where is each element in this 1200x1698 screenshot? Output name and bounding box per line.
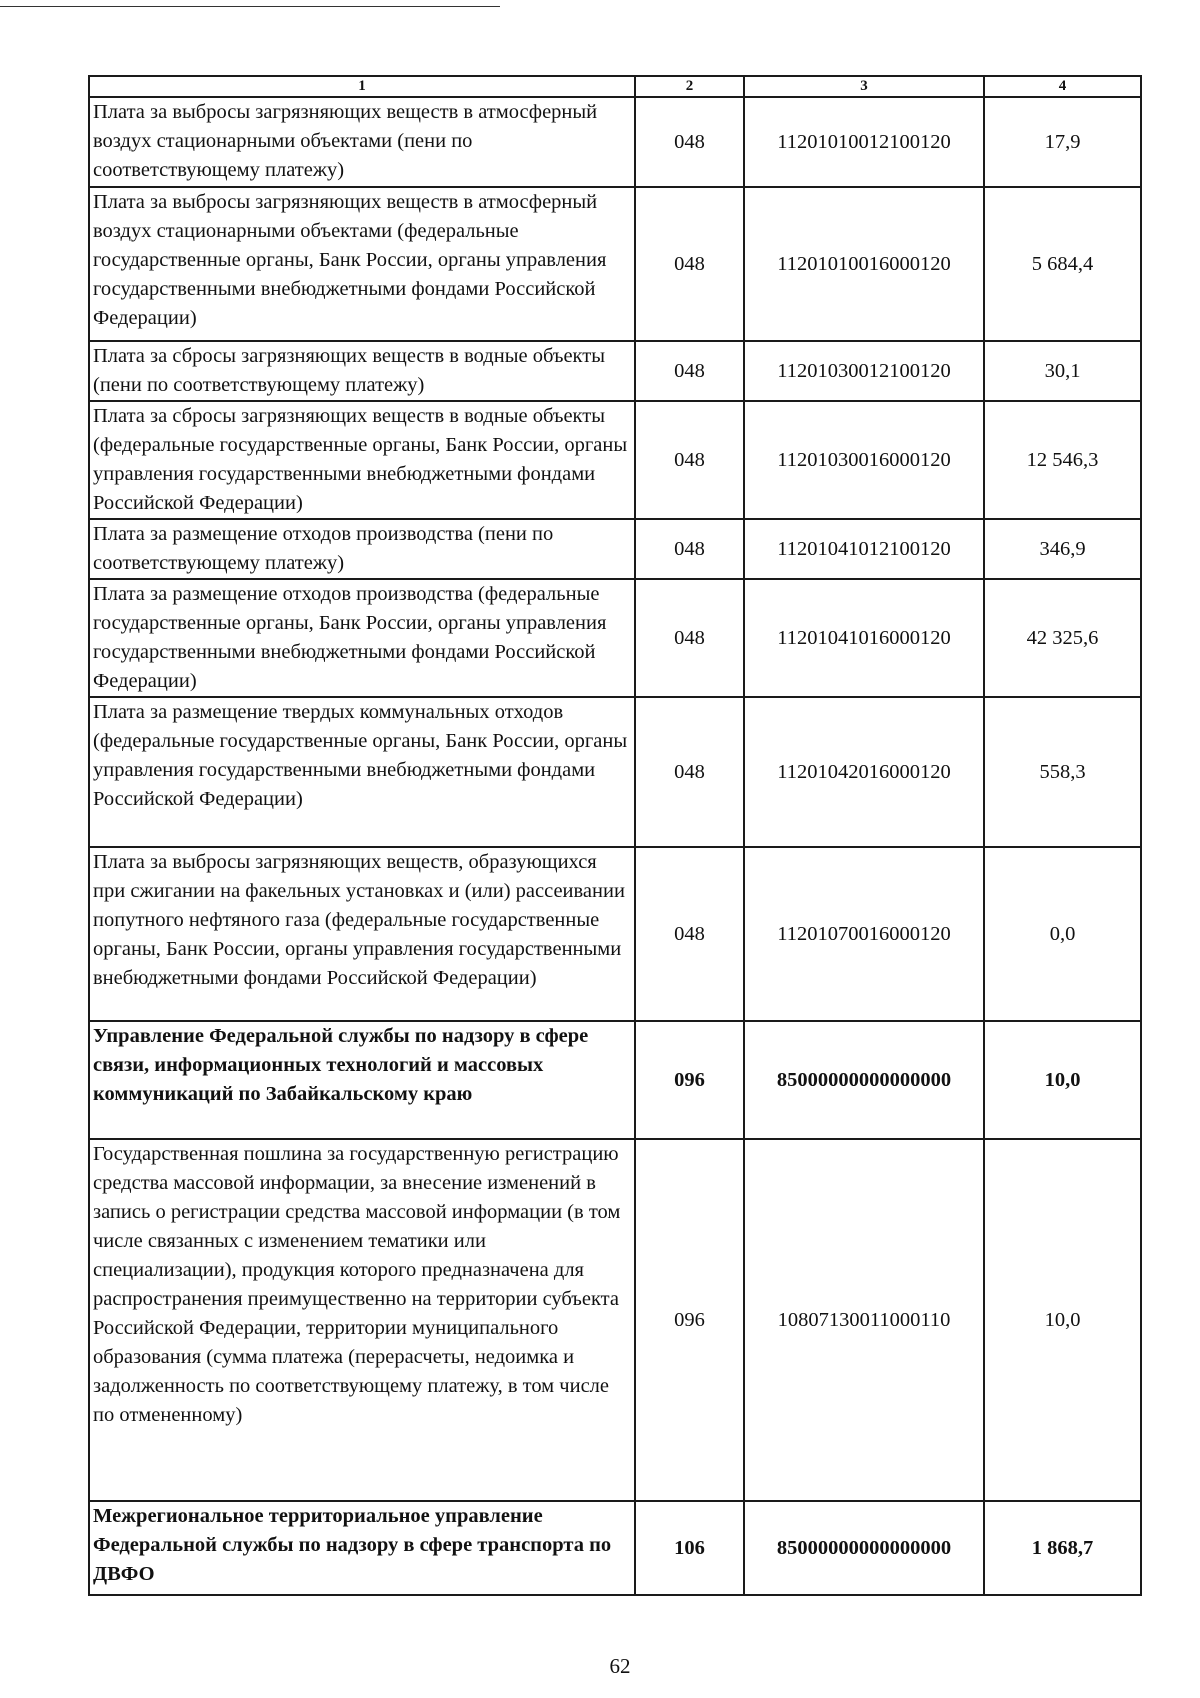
row-amount: 10,0 [984,1139,1141,1501]
row-description: Плата за размещение отходов производства (пени по соответствующему платежу) [89,519,635,579]
row-kbk: 11201042016000120 [744,697,984,847]
row-kbk: 85000000000000000 [744,1021,984,1139]
table-row [89,1501,1141,1595]
row-description: Плата за сбросы загрязняющих веществ в водные объекты (пени по соответствующему платежу) [89,341,635,401]
row-admin-code: 048 [635,97,744,187]
row-kbk: 11201041012100120 [744,519,984,579]
row-description: Государственная пошлина за государственную регистрацию средства массовой информации, за внесение изменений в запись о регистрации средства массовой информации (в том числе связанных с изменением тематики или специализации), продукция которого предназначена для распространения преимущественно на территории субъекта Российской Федерации, территории муниципального образования (сумма платежа (перерасчеты, недоимка и задолженность по соответствующему платежу, в том числе по отмененному) [89,1139,635,1501]
top-rule [0,6,500,7]
row-kbk: 11201030012100120 [744,341,984,401]
row-admin-code: 096 [635,1139,744,1501]
row-admin-code: 096 [635,1021,744,1139]
row-amount: 10,0 [984,1021,1141,1139]
row-description: Плата за сбросы загрязняющих веществ в водные объекты (федеральные государственные органы, Банк России, органы управления государственными внебюджетными фондами Российской Федерации) [89,401,635,519]
row-description: Межрегиональное территориальное управление Федеральной службы по надзору в сфере транспорта по ДВФО [89,1501,635,1595]
row-admin-code: 048 [635,401,744,519]
header-col-1: 1 [89,76,635,97]
header-row [89,76,1141,97]
row-admin-code: 048 [635,847,744,1021]
row-kbk: 11201010016000120 [744,187,984,341]
row-kbk: 85000000000000000 [744,1501,984,1595]
row-admin-code: 048 [635,697,744,847]
budget-revenue-table [88,75,1142,1596]
table-row [89,579,1141,697]
table-row [89,401,1141,519]
page-number: 62 [609,1654,631,1678]
row-description: Плата за выбросы загрязняющих веществ в атмосферный воздух стационарными объектами (пени по соответствующему платежу) [89,97,635,187]
table-row [89,1139,1141,1501]
row-amount: 346,9 [984,519,1141,579]
table-row [89,341,1141,401]
row-amount: 0,0 [984,847,1141,1021]
table-row [89,97,1141,187]
row-amount: 17,9 [984,97,1141,187]
row-amount: 42 325,6 [984,579,1141,697]
row-kbk: 11201010012100120 [744,97,984,187]
table-row [89,187,1141,341]
row-amount: 1 868,7 [984,1501,1141,1595]
row-amount: 5 684,4 [984,187,1141,341]
row-amount: 558,3 [984,697,1141,847]
row-amount: 12 546,3 [984,401,1141,519]
table-row [89,697,1141,847]
header-col-4: 4 [984,76,1141,97]
row-kbk: 11201030016000120 [744,401,984,519]
row-admin-code: 048 [635,519,744,579]
row-admin-code: 048 [635,579,744,697]
row-description: Плата за выбросы загрязняющих веществ, образующихся при сжигании на факельных установках и (или) рассеивании попутного нефтяного газа (федеральные государственные органы, Банк России, органы управления государственными внебюджетными фондами Российской Федерации) [89,847,635,1021]
row-description: Плата за выбросы загрязняющих веществ в атмосферный воздух стационарными объектами (федеральные государственные органы, Банк России, органы управления государственными внебюджетными фондами Российской Федерации) [89,187,635,341]
row-admin-code: 106 [635,1501,744,1595]
header-col-2: 2 [635,76,744,97]
row-description: Плата за размещение твердых коммунальных отходов (федеральные государственные органы, Банк России, органы управления государственными внебюджетными фондами Российской Федерации) [89,697,635,847]
table-row [89,1021,1141,1139]
row-kbk: 11201041016000120 [744,579,984,697]
row-amount: 30,1 [984,341,1141,401]
row-kbk: 11201070016000120 [744,847,984,1021]
row-kbk: 10807130011000110 [744,1139,984,1501]
row-admin-code: 048 [635,341,744,401]
header-col-3: 3 [744,76,984,97]
table-row [89,519,1141,579]
row-admin-code: 048 [635,187,744,341]
row-description: Плата за размещение отходов производства (федеральные государственные органы, Банк России, органы управления государственными внебюджетными фондами Российской Федерации) [89,579,635,697]
row-description: Управление Федеральной службы по надзору в сфере связи, информационных технологий и массовых коммуникаций по Забайкальскому краю [89,1021,635,1139]
table-row [89,847,1141,1021]
